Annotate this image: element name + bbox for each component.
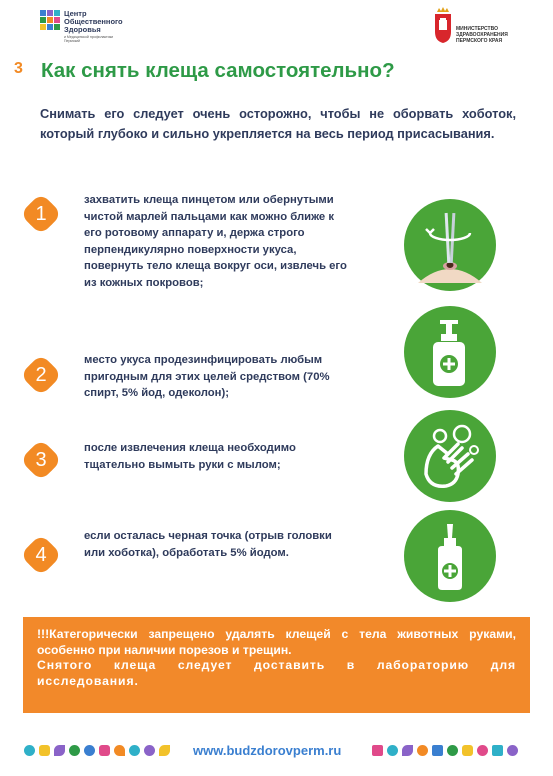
org-name-line: Здоровья [64, 25, 101, 34]
warning-text: Снятого клеща следует доставить в лабораторию для исследования. [37, 658, 516, 688]
decorative-dots-left [24, 745, 170, 756]
logo-mosaic-icon [40, 10, 60, 30]
decorative-dots-right [372, 745, 518, 756]
warning-text: !!!Категорически запрещено удалять клещей с тела животных руками, особенно при наличии порезов и трещин. [37, 627, 516, 657]
step-text: после извлечения клеща необходимо тщательно вымыть руки с мылом; [84, 442, 296, 471]
org-subtitle: и Медицинской профилактики Пермский [64, 35, 114, 43]
antiseptic-bottle-icon [404, 306, 496, 398]
ministry-logo [434, 6, 544, 46]
step-number: 4 [35, 543, 47, 566]
page-title: Как снять клеща самостоятельно? [41, 59, 395, 82]
step-number-badge [20, 193, 62, 235]
ministry-name-line: ПЕРМСКОГО КРАЯ [456, 38, 503, 44]
warning-banner [23, 617, 530, 713]
step-number: 2 [35, 363, 47, 386]
ministry-name-line: МИНИСТЕРСТВО [456, 26, 498, 32]
ministry-name-line: ЗДРАВООХРАНЕНИЯ [456, 32, 508, 38]
step-number-badge [20, 439, 62, 481]
step-text: захватить клеща пинцетом или обернутыми чистой марлей пальцами как можно ближе к его ротовому аппарату и, держа строго перпендикулярно поверхности укуса, повернуть тело клеща вокруг оси, извлечь его из кожных покровов; [84, 194, 347, 289]
step-number-badge [20, 534, 62, 576]
step-number-badge [20, 354, 62, 396]
website-link[interactable]: www.budzdorovperm.ru [193, 743, 342, 758]
step-number: 3 [35, 448, 47, 471]
intro-text: Снимать его следует очень осторожно, чтобы не оборвать хоботок, который глубоко и сильно укрепляется на весь период присасывания. [40, 106, 516, 141]
step-text: если осталась черная точка (отрыв головки или хоботка), обработать 5% йодом. [84, 530, 332, 559]
org-name-line: Центр [64, 9, 87, 18]
iodine-bottle-icon [404, 510, 496, 602]
footer [0, 742, 553, 762]
org-name-line: Общественного [64, 17, 123, 26]
step-number: 1 [35, 202, 47, 225]
step-text: место укуса продезинфицировать любым пригодным для этих целей средством (70% спирт, 5% йод, одеколон); [84, 354, 330, 399]
perm-crest-icon [434, 6, 452, 44]
section-number: 3 [14, 60, 23, 77]
hand-wash-icon [404, 410, 496, 502]
tweezers-rotate-icon [404, 199, 496, 291]
center-public-health-logo [40, 10, 160, 46]
